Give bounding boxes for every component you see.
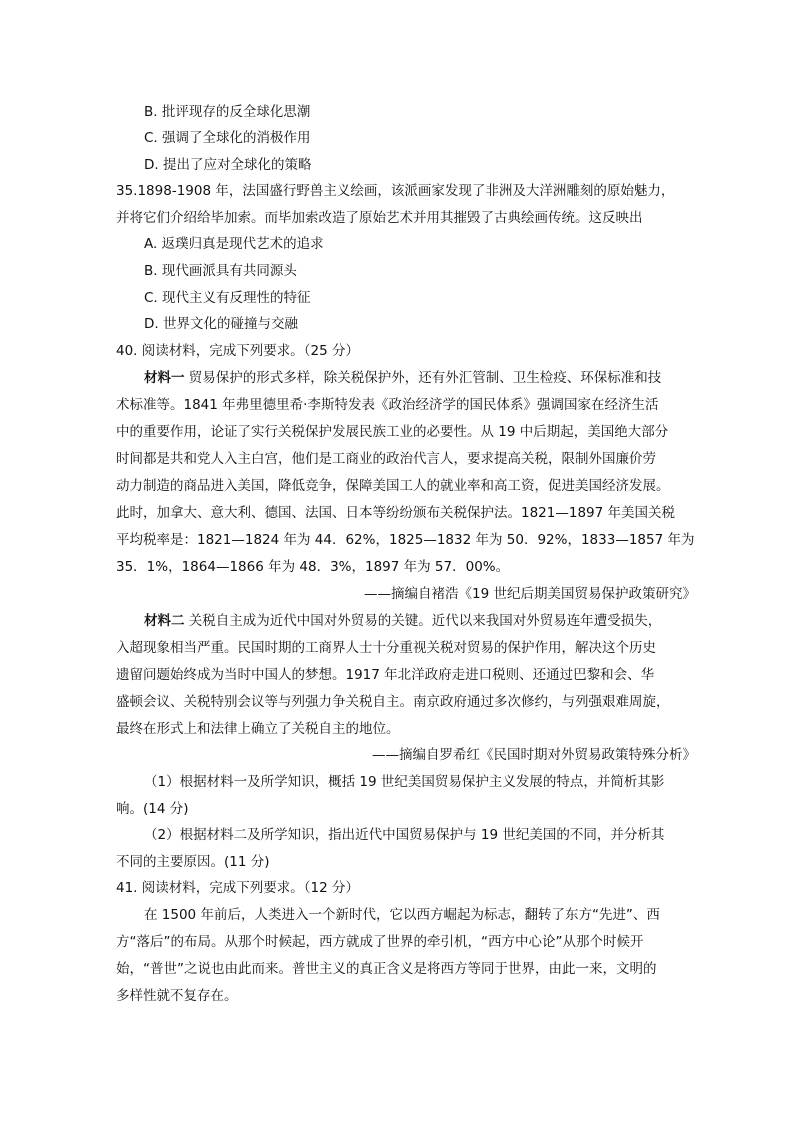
q35-stem-line-1: 35.1898-1908 年，法国盛行野兽主义绘画，该派画家发现了非洲及大洋洲雕刻的原始魅力， [116, 183, 675, 199]
q40-heading: 40. 阅读材料，完成下列要求。（25 分） [116, 343, 359, 359]
q40-material-1-line-8: 35．1%，1864—1866 年为 48．3%，1897 年为 57．00%。 [116, 559, 510, 575]
q40-requirement-2-line-1: （2）根据材料二及所学知识，指出近代中国贸易保护与 19 世纪美国的不同，并分析其 [144, 827, 665, 843]
q34-option-b: B. 批评现存的反全球化思潮 [144, 104, 311, 120]
material-1-text: 贸易保护的形式多样，除关税保护外，还有外汇管制、卫生检疫、环保标准和技 [184, 370, 662, 386]
q40-material-2-line-5: 最终在形式上和法律上确立了关税自主的地位。 [116, 721, 400, 737]
material-1-label: 材料一 [144, 370, 185, 386]
q41-material-line-1: 在 1500 年前后，人类进入一个新时代，它以西方崛起为标志，翻转了东方“先进”、西 [144, 907, 660, 923]
q35-stem-line-2: 并将它们介绍给毕加索。而毕加索改造了原始艺术并用其摧毁了古典绘画传统。这反映出 [116, 210, 643, 226]
q40-material-2-line-1 [144, 611, 661, 631]
material-2-text: 关税自主成为近代中国对外贸易的关键。近代以来我国对外贸易连年遭受损失， [184, 613, 662, 629]
q40-requirement-1-line-1: （1）根据材料一及所学知识，概括 19 世纪美国贸易保护主义发展的特点，并简析其影 [144, 774, 665, 790]
q40-material-2-source: ——摘编自罗希红《民国时期对外贸易政策特殊分析》 [372, 747, 696, 763]
q40-material-1-line-7: 平均税率是：1821—1824 年为 44．62%，1825—1832 年为 50．92%，1833—1857 年为 [116, 532, 695, 548]
q40-material-2-line-3: 遗留问题始终成为当时中国人的梦想。1917 年北洋政府走进口税则、还通过巴黎和会、华 [116, 667, 655, 683]
q40-material-1-line-6: 此时，加拿大、意大利、德国、法国、日本等纷纷颁布关税保护法。1821—1897 年美国关税 [116, 505, 676, 521]
q40-material-1-line-1 [144, 368, 661, 388]
q35-option-b: B. 现代画派具有共同源头 [144, 263, 297, 279]
material-2-label: 材料二 [144, 613, 185, 629]
q35-option-d: D. 世界文化的碰撞与交融 [144, 316, 298, 332]
q41-material-line-3: 始，“普世”之说也由此而来。普世主义的真正含义是将西方等同于世界，由此一来，文明的 [116, 961, 657, 977]
q40-requirement-1-line-2: 响。(14 分) [116, 801, 189, 817]
q40-requirement-2-line-2: 不同的主要原因。(11 分) [116, 854, 270, 870]
q40-material-1-line-3: 中的重要作用，论证了实行关税保护发展民族工业的必要性。从 19 中后期起，美国绝大部分 [116, 424, 669, 440]
q40-material-1-line-4: 时间都是共和党人入主白宫，他们是工商业的政治代言人，要求提高关税，限制外国廉价劳 [116, 451, 656, 467]
q34-option-c: C. 强调了全球化的消极作用 [144, 130, 311, 146]
q40-material-1-source: ——摘编自褚浩《19 世纪后期美国贸易保护政策研究》 [364, 586, 696, 602]
q35-option-a: A. 返璞归真是现代艺术的追求 [144, 236, 324, 252]
q40-material-1-line-5: 动力制造的商品进入美国，降低竞争，保障美国工人的就业率和高工资，促进美国经济发展。 [116, 478, 670, 494]
q34-option-d: D. 提出了应对全球化的策略 [144, 157, 312, 173]
q40-material-2-line-2: 入超现象相当严重。民国时期的工商界人士十分重视关税对贸易的保护作用，解决这个历史 [116, 640, 656, 656]
q41-material-line-4: 多样性就不复存在。 [116, 988, 238, 1004]
q41-heading: 41. 阅读材料，完成下列要求。（12 分） [116, 880, 359, 896]
q40-material-2-line-4: 盛顿会议、关税特别会议等与列强力争关税自主。南京政府通过多次修约，与列强艰难周旋， [116, 694, 670, 710]
q40-material-1-line-2: 术标准等。1841 年弗里德里希·李斯特发表《政治经济学的国民体系》强调国家在经济生活 [116, 397, 659, 413]
q35-option-c: C. 现代主义有反理性的特征 [144, 290, 311, 306]
q41-material-line-2: 方“落后”的布局。从那个时候起，西方就成了世界的牵引机，“西方中心论”从那个时候开 [116, 934, 644, 950]
